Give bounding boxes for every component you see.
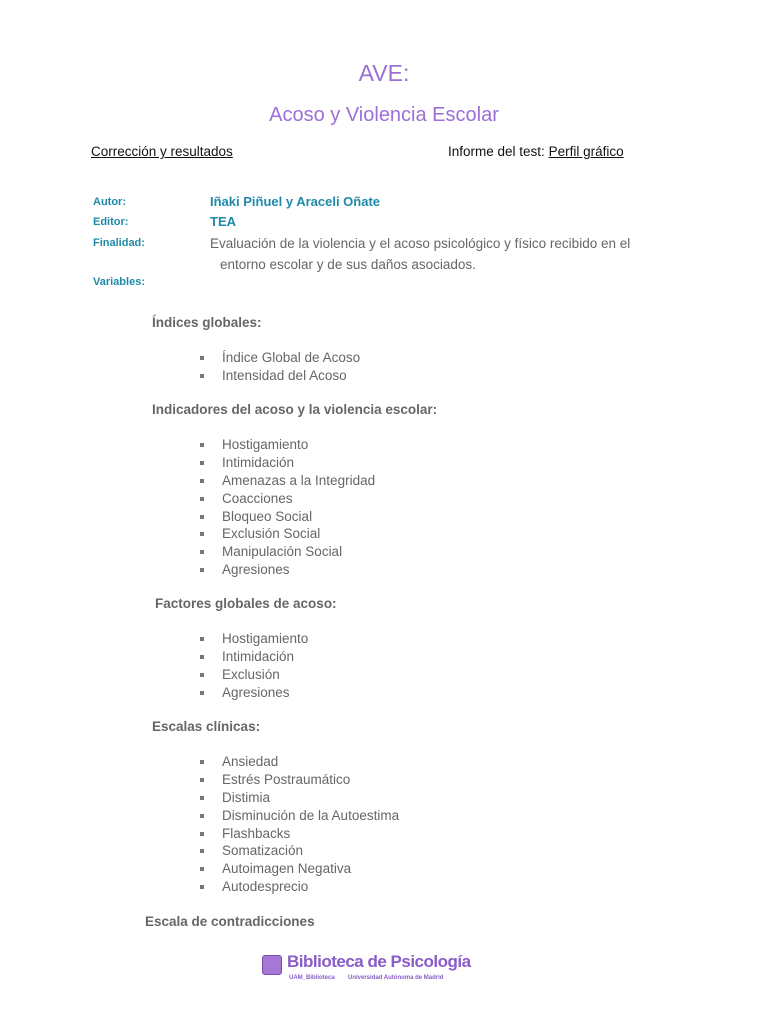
bullet-icon [200,849,204,853]
editor-label: Editor: [93,216,129,228]
list-item: Agresiones [198,561,375,579]
list-item: Autodesprecio [198,878,399,896]
section-list [198,753,399,896]
bullet-icon [200,760,204,764]
list-item: Bloqueo Social [198,508,375,526]
list-item: Índice Global de Acoso [198,349,360,367]
informe-prefix: Informe del test: [448,144,545,159]
bullet-icon [200,885,204,889]
list-item: Distimia [198,789,399,807]
bullet-icon [200,550,204,554]
perfil-grafico-link[interactable]: Perfil gráfico [548,144,624,159]
list-item: Estrés Postraumático [198,771,399,789]
links-row [91,144,651,164]
bullet-icon [200,443,204,447]
list-item: Flashbacks [198,825,399,843]
bullet-icon [200,673,204,677]
correccion-link[interactable]: Corrección y resultados [91,144,233,159]
book-icon [262,955,282,975]
bullet-icon [200,691,204,695]
bullet-icon [200,778,204,782]
bullet-icon [200,655,204,659]
section-list [198,630,308,702]
list-item: Disminución de la Autoestima [198,807,399,825]
document-subtitle: Acoso y Violencia Escolar [269,104,499,126]
bullet-icon [200,515,204,519]
section-heading: Factores globales de acoso: [155,596,337,611]
section-heading: Indicadores del acoso y la violencia escolar: [152,402,438,417]
section-heading: Índices globales: [152,315,262,330]
section-list [198,349,360,385]
logo-caption-right: Universidad Autónoma de Madrid [348,975,444,981]
bullet-icon [200,867,204,871]
bullet-icon [200,796,204,800]
bullet-icon [200,374,204,378]
list-item: Hostigamiento [198,630,308,648]
bullet-icon [200,814,204,818]
variables-label: Variables: [93,276,145,288]
list-item: Somatización [198,842,399,860]
section-heading: Escala de contradicciones [145,914,315,929]
finalidad-line-2: entorno escolar y de sus daños asociados. [220,257,476,272]
informe-label [448,144,624,159]
list-item: Intimidación [198,454,375,472]
autor-label: Autor: [93,196,126,208]
list-item: Hostigamiento [198,436,375,454]
document-title: AVE: [358,60,410,86]
editor-value: TEA [210,214,236,229]
list-item: Agresiones [198,684,308,702]
bullet-icon [200,356,204,360]
list-item: Amenazas a la Integridad [198,472,375,490]
list-item: Ansiedad [198,753,399,771]
bullet-icon [200,497,204,501]
logo-text: Biblioteca de Psicología [287,952,471,971]
list-item: Intensidad del Acoso [198,367,360,385]
finalidad-value [210,233,660,275]
bullet-icon [200,461,204,465]
list-item: Coacciones [198,490,375,508]
list-item: Exclusión Social [198,525,375,543]
finalidad-label: Finalidad: [93,237,145,249]
list-item: Manipulación Social [198,543,375,561]
autor-value: Iñaki Piñuel y Araceli Oñate [210,194,381,209]
list-item: Exclusión [198,666,308,684]
list-item: Autoimagen Negativa [198,860,399,878]
biblioteca-logo[interactable] [258,951,494,985]
bullet-icon [200,568,204,572]
bullet-icon [200,479,204,483]
list-item: Intimidación [198,648,308,666]
section-heading: Escalas clínicas: [152,719,261,734]
bullet-icon [200,832,204,836]
bullet-icon [200,637,204,641]
logo-caption-left: UAM_Biblioteca [289,975,335,981]
bullet-icon [200,532,204,536]
finalidad-line-1: Evaluación de la violencia y el acoso psicológico y físico recibido en el [210,236,631,251]
section-list [198,436,375,579]
